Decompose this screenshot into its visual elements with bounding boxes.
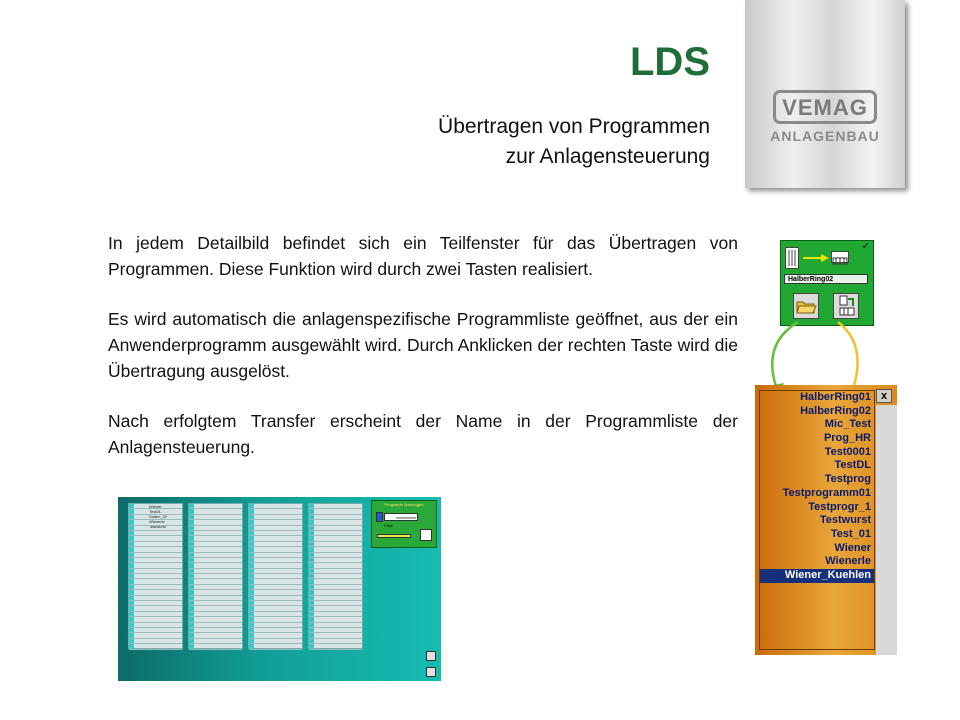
thumbnail-row xyxy=(189,644,242,649)
thumbnail-list-icon xyxy=(376,512,383,522)
thumbnail-list-line: Testwurst xyxy=(149,524,166,529)
close-button[interactable]: x xyxy=(876,389,892,403)
thumbnail-program-field: xxxxxxxxxx xyxy=(384,513,418,521)
list-item[interactable]: TestDL xyxy=(834,459,871,472)
subtitle-line-2: zur Anlagensteuerung xyxy=(505,145,710,168)
green-connector-arrow xyxy=(772,322,798,392)
thumbnail-row xyxy=(309,644,362,649)
logo-subtitle: ANLAGENBAU xyxy=(770,128,880,144)
subtitle-line-1: Übertragen von Programmen xyxy=(438,115,710,138)
thumbnail-progress-bar xyxy=(377,534,411,538)
list-item[interactable]: HalberRing01 xyxy=(800,391,871,403)
screen-thumbnail xyxy=(118,497,441,681)
thumbnail-list-line: Saiten_02 xyxy=(149,514,168,519)
thumbnail-column-4 xyxy=(308,503,363,649)
thumbnail-column-1 xyxy=(128,503,183,649)
thumbnail-list-line: Wienerle xyxy=(149,519,165,524)
paragraph-1: In jedem Detailbild befindet sich ein Teilfenster für das Übertragen von Programmen. Diese Funktion wird durch zwei Tasten realisiert. xyxy=(108,233,738,279)
thumbnail-transfer-panel xyxy=(371,500,437,548)
page-title: LDS xyxy=(630,40,710,84)
logo-name: VEMAG xyxy=(782,95,868,120)
program-list[interactable] xyxy=(759,390,875,650)
list-item[interactable]: Test0001 xyxy=(824,445,871,458)
thumbnail-list-line: Wiener xyxy=(149,504,162,509)
thumbnail-column-3 xyxy=(248,503,303,649)
thumbnail-transfer-icon xyxy=(420,529,432,541)
thumbnail-panel-title: Programm übertragen xyxy=(384,502,424,507)
paragraph-2: Es wird automatisch die anlagenspezifische Programmliste geöffnet, aus der ein Anwenderprogramm ausgewählt wird. Durch Anklicken der rechten Taste wird die Übertragung ausgelöst. xyxy=(108,309,738,381)
paragraph-3: Nach erfolgtem Transfer erscheint der Name in der Programmliste der Anlagensteuerung. xyxy=(108,411,738,457)
yellow-connector-arrow xyxy=(838,322,858,392)
list-item[interactable]: Wienerle xyxy=(825,555,871,568)
thumbnail-exit-icon xyxy=(426,667,436,677)
list-item-selected[interactable]: Wiener_Kuehlen xyxy=(760,569,874,583)
list-side-strip xyxy=(876,405,897,655)
thumbnail-click-label: Click xyxy=(384,523,393,528)
list-item[interactable]: Mic_Test xyxy=(824,418,871,431)
program-list-window xyxy=(755,385,897,655)
list-item[interactable]: Testprog xyxy=(824,473,871,486)
thumbnail-column-2 xyxy=(188,503,243,649)
list-item[interactable]: Testwurst xyxy=(819,514,871,527)
list-item[interactable]: HalberRing02 xyxy=(800,404,871,417)
thumbnail-row xyxy=(249,644,302,649)
list-item[interactable]: Testprogr_1 xyxy=(808,500,871,513)
list-item[interactable]: Wiener xyxy=(834,541,871,554)
list-item[interactable]: Testprogramm01 xyxy=(782,486,871,499)
list-item[interactable]: Test_01 xyxy=(830,527,871,540)
thumbnail-list-line: TestDL xyxy=(149,509,162,514)
thumbnail-row xyxy=(129,644,182,649)
check-icon: ✓ xyxy=(861,241,870,252)
program-name-field: HalberRing02 xyxy=(784,274,868,284)
list-item[interactable]: Prog_HR xyxy=(823,432,871,445)
thumbnail-folder-icon xyxy=(426,651,436,661)
